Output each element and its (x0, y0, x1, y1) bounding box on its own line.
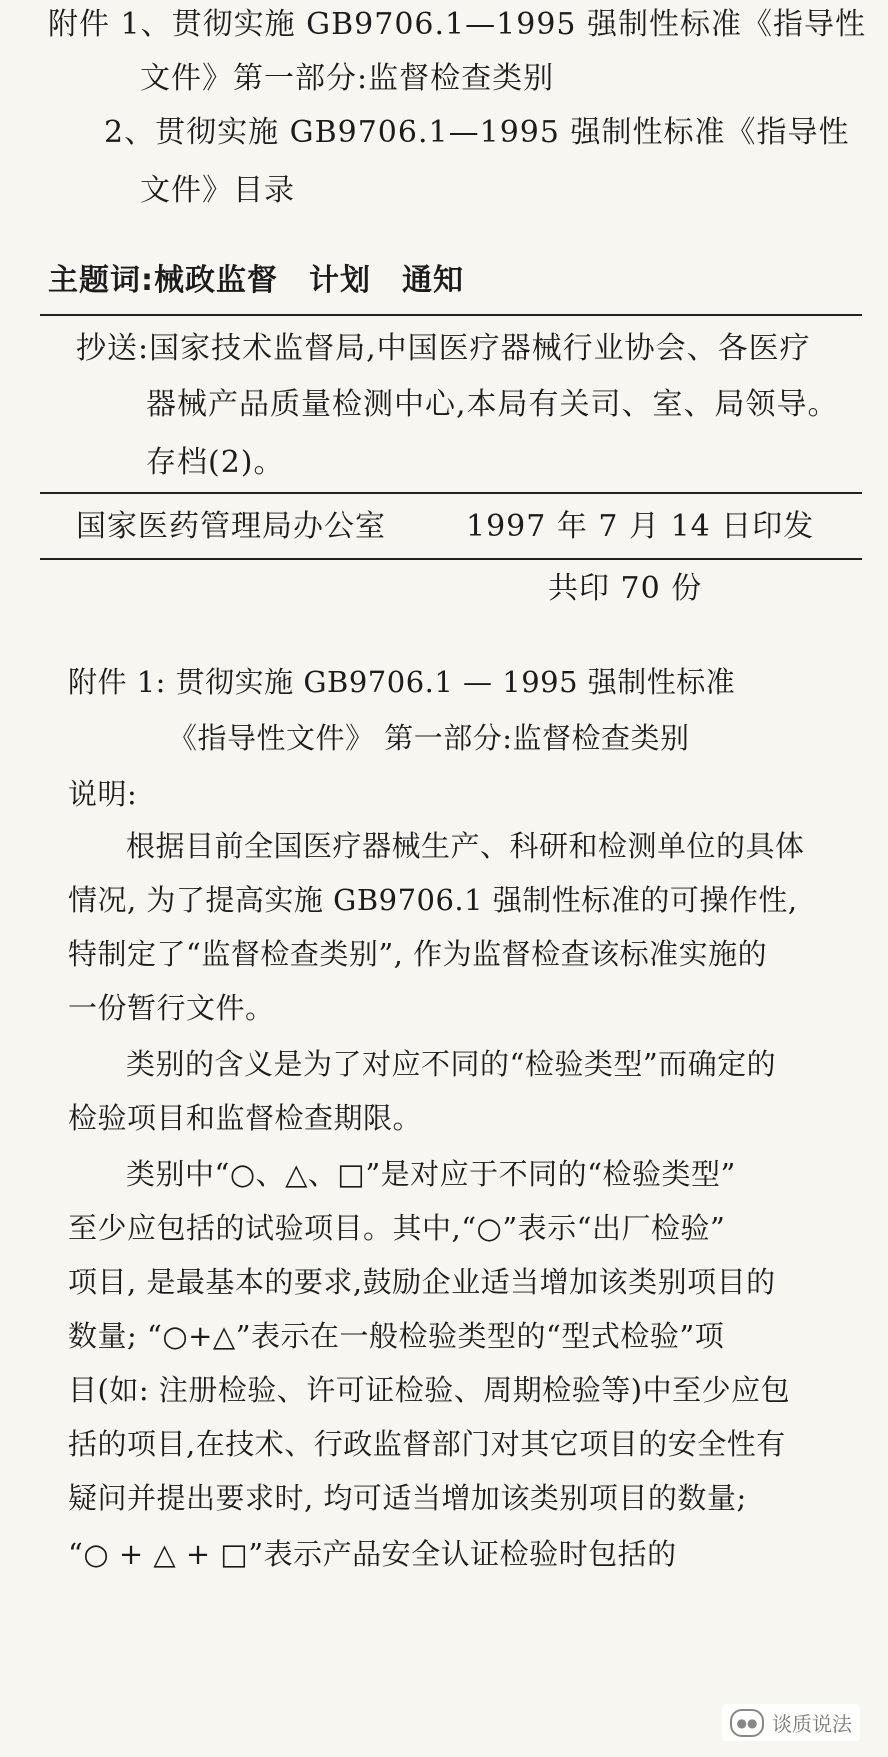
cc-line-2: 器械产品质量检测中心,本局有关司、室、局领导。 (146, 387, 839, 422)
para3-line: 至少应包括的试验项目。其中,“○”表示“出厂检验” (68, 1211, 726, 1245)
issue-date: 1997 年 7 月 14 日印发 (466, 509, 815, 544)
para1-line: 情况, 为了提高实施 GB9706.1 强制性标准的可操作性, (68, 883, 798, 917)
divider-bottom (40, 558, 862, 560)
attachment-title-line-1: 附件 1: 贯彻实施 GB9706.1 — 1995 强制性标准 (68, 665, 736, 699)
para2-line: 类别的含义是为了对应不同的“检验类型”而确定的 (126, 1047, 777, 1081)
divider-top (40, 314, 862, 316)
attachment-2-line-1: 2、贯彻实施 GB9706.1—1995 强制性标准《指导性 (104, 115, 850, 150)
para3-line: 括的项目,在技术、行政监督部门对其它项目的安全性有 (68, 1427, 786, 1461)
cc-line-1: 抄送:国家技术监督局,中国医疗器械行业协会、各医疗 (76, 331, 811, 366)
note-label: 说明: (68, 777, 138, 811)
para2-line: 检验项目和监督检查期限。 (68, 1101, 423, 1135)
para3-line: 项目, 是最基本的要求,鼓励企业适当增加该类别项目的 (68, 1265, 776, 1299)
issuer: 国家医药管理局办公室 (76, 509, 386, 544)
para3-line: 类别中“○、△、□”是对应于不同的“检验类型” (126, 1157, 736, 1191)
para1-line: 根据目前全国医疗器械生产、科研和检测单位的具体 (126, 829, 805, 863)
divider-middle (40, 492, 862, 494)
para3-line: 疑问并提出要求时, 均可适当增加该类别项目的数量; (68, 1481, 747, 1515)
wechat-icon: ●● (730, 1709, 764, 1737)
para1-line: 一份暂行文件。 (68, 991, 275, 1025)
para3-line: 目(如: 注册检验、许可证检验、周期检验等)中至少应包 (68, 1373, 791, 1407)
attachment-1-line-1: 附件 1、贯彻实施 GB9706.1—1995 强制性标准《指导性 (48, 7, 867, 42)
copies-printed: 共印 70 份 (548, 571, 703, 606)
para3-line: 数量; “○+△”表示在一般检验类型的“型式检验”项 (68, 1319, 725, 1353)
attachment-2-line-2: 文件》目录 (140, 173, 295, 208)
watermark-text: 谈质说法 (772, 1712, 852, 1736)
para3-line: “○ + △ + □”表示产品安全认证检验时包括的 (68, 1537, 677, 1571)
para1-line: 特制定了“监督检查类别”, 作为监督检查该标准实施的 (68, 937, 768, 971)
attachment-title-line-2: 《指导性文件》 第一部分:监督检查类别 (168, 721, 690, 755)
attachment-1-line-2: 文件》第一部分:监督检查类别 (140, 61, 555, 96)
cc-line-3: 存档(2)。 (146, 445, 285, 480)
subject-keywords: 主题词:械政监督 计划 通知 (48, 263, 464, 298)
watermark (722, 1704, 860, 1741)
